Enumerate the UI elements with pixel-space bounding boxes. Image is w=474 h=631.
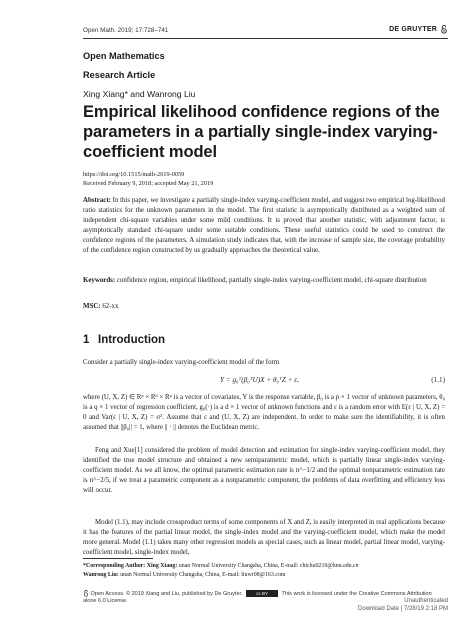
footnote-divider <box>83 558 153 559</box>
publisher-logo <box>389 25 448 34</box>
body-paragraph: Consider a partially single-index varying-coefficient model of the form <box>83 359 280 366</box>
license-text-start: Open Access. © 2019 Xiang and Liu, published by De Gruyter. <box>90 590 243 597</box>
abstract <box>83 196 445 255</box>
footnote-coauthor <box>83 571 445 579</box>
section-heading <box>83 334 165 346</box>
auth-status: Unauthenticated <box>404 598 448 604</box>
footnote-text: unan Normal University Changsha, China, E-mail: liuwr08@163.com <box>118 572 286 578</box>
msc-text: 62-xx <box>100 303 119 310</box>
received-dates: Received February 9, 2018; accepted May 21, 2019 <box>83 180 214 187</box>
cc-license-badge[interactable]: cc BY <box>246 590 278 597</box>
publisher-name: DE GRUYTER <box>389 26 437 33</box>
open-access-icon <box>83 590 89 597</box>
body-paragraph: Feng and Xue[1] considered the problem of model detection and estimation for single-index varying-coefficient model, they identified the true model structure and obtained a new semiparametric model, which is partially linear single-index varying-coefficient model. As we all know, the optimal parametric estimation rate is n^−1/2 and the optimal nonparametric estimation rate is n^−2/5, if we treat a parametric component as a nonparametric component, the problems of data overfitting and efficiency loss will occur. <box>83 447 445 495</box>
authors: Xing Xiang* and Wanrong Liu <box>83 89 196 99</box>
equation-number: (1.1) <box>431 376 445 384</box>
keywords-text: confidence region, empirical likelihood, partially single-index varying-coefficient model, chi-square distribution <box>115 277 427 284</box>
body-paragraph: where (U, X, Z) ∈ Rᵖ × Rᵈ × Rᵠ is a vector of covariates, Y is the response variable, β₀ is a p × 1 vector of unknown parameters, θ₀ is a q × 1 vector of regression coefficient, g₀(·) is a d × 1 vector of unknown functions and ε is a random error with E(ε | U, X, Z) = 0 and Var(ε | U, X, Z) = σ². Assume that ε and (U, X, Z) are independent. In order to make sure the identifiability, it is often assumed that ||β₀|| = 1, where || · || denotes the Euclidean metric. <box>83 394 445 432</box>
footnote-corresponding-author <box>83 562 445 570</box>
doi-link[interactable]: https://doi.org/10.1515/math-2019-0059 <box>83 171 185 178</box>
open-access-icon <box>440 25 448 34</box>
license-text-end: This work is licensed under the Creative Commons Attribution alone 6.0 License. <box>83 590 432 605</box>
footnote-label: Wanrong Liu: <box>83 572 119 578</box>
keywords-label: Keywords: <box>83 277 116 284</box>
equation-text: Y = g₀ᵀ(β₀ᵀU)X + θ₀ᵀZ + ε, <box>220 376 299 384</box>
download-stamp <box>358 597 448 613</box>
journal-reference: Open Math. 2019; 17:728–741 <box>83 27 169 34</box>
keywords <box>83 276 445 286</box>
download-date: Download Date | 7/28/19 2:18 PM <box>358 606 448 612</box>
abstract-label: Abstract: <box>83 197 111 204</box>
section-title: Introduction <box>98 334 166 346</box>
msc-label: MSC: <box>83 303 101 310</box>
footnote-text: unan Normal University Changsha, China, E-mail: chichu0219@hnu.edu.cn <box>177 563 359 569</box>
article-type: Research Article <box>83 70 156 80</box>
abstract-text: In this paper, we investigate a partially single-index varying-coefficient model, and suggest two empirical log-likelihood ratio statistics for the unknown parameters in the model. The first statistic is asymptotically distributed as a weighted sum of independent chi-square variables under some mild conditions. It is proved that another statistic, with adjustment factor, is asymptotically standard chi-square under some suitable conditions. These useful statistics could be used to construct the confidence regions of the parameters. A simulation study indicates that, with the increase of sample size, the coverage probability of the confidence region constructed by us gradually approaches the theoretical value. <box>83 197 445 254</box>
journal-name: Open Mathematics <box>83 51 165 61</box>
footnote-label: *Corresponding Author: Xing Xiang: <box>83 563 178 569</box>
section-number: 1 <box>83 334 90 346</box>
header-divider <box>83 38 448 39</box>
body-paragraph: Model (1.1), may include crossproduct terms of some components of X and Z, is easily interpreted in real applications because it has the features of the partial linear model, the single-index model and the varying-coefficient model, which make the model more general. Model (1.1) takes many other regression models as special cases, such as linear model, partial linear model, varying-coefficient model, single-index model, <box>83 519 445 557</box>
paper-title: Empirical likelihood confidence regions of the parameters in a partially single-index varying-coefficient model <box>83 103 440 161</box>
msc-classification <box>83 303 118 310</box>
